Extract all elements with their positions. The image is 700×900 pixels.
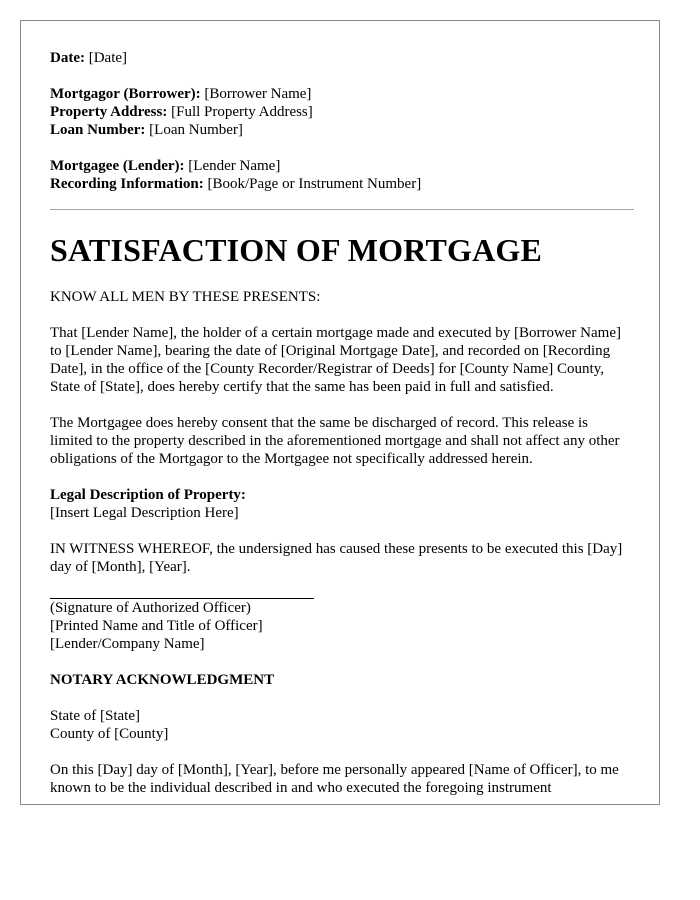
notary-county: County of [County] (50, 726, 169, 742)
header-divider (50, 209, 634, 210)
printed-name-caption: [Printed Name and Title of Officer] (50, 618, 263, 634)
intro-text: KNOW ALL MEN BY THESE PRESENTS: (50, 289, 321, 305)
mortgagee-label: Mortgagee (Lender): (50, 158, 185, 174)
recording-info-value: [Book/Page or Instrument Number] (207, 176, 422, 192)
property-address-value: [Full Property Address] (171, 104, 313, 120)
borrower-block (50, 85, 634, 139)
date-block (50, 49, 634, 67)
document-title: SATISFACTION OF MORTGAGE (50, 232, 543, 268)
property-address-line (50, 103, 634, 121)
legal-description-value: [Insert Legal Description Here] (50, 505, 239, 521)
satisfaction-paragraph: That [Lender Name], the holder of a certain mortgage made and executed by [Borrower Name] to [Lender Name], bearing the date of [Original Mortgage Date], and recorded on [Recording Date], in the office of the [County Recorder/Registrar of Deeds] for [County Name] County, State of [State], does hereby certify that the same has been paid in full and satisfied. (50, 325, 621, 395)
notary-state: State of [State] (50, 708, 140, 724)
lender-block (50, 157, 634, 193)
recording-info-label: Recording Information: (50, 176, 204, 192)
signature-block (50, 599, 634, 653)
company-name-caption: [Lender/Company Name] (50, 636, 205, 652)
loan-number-value: [Loan Number] (149, 122, 243, 138)
loan-number-line (50, 121, 634, 139)
date-value: [Date] (88, 50, 128, 66)
date-line (50, 49, 634, 67)
property-address-label: Property Address: (50, 104, 168, 120)
recording-info-line (50, 175, 634, 193)
document-content (50, 49, 634, 805)
legal-description-block (50, 486, 634, 522)
notary-paragraph: On this [Day] day of [Month], [Year], before me personally appeared [Name of Officer], to me known to be the individual described in and who executed the foregoing instrument (50, 762, 619, 796)
loan-number-label: Loan Number: (50, 122, 146, 138)
mortgagor-line (50, 85, 634, 103)
notary-heading: NOTARY ACKNOWLEDGMENT (50, 672, 275, 688)
notary-venue-block (50, 707, 634, 743)
mortgagee-value: [Lender Name] (188, 158, 281, 174)
legal-description-heading: Legal Description of Property: (50, 487, 246, 503)
mortgagor-value: [Borrower Name] (204, 86, 312, 102)
witness-paragraph: IN WITNESS WHEREOF, the undersigned has caused these presents to be executed this [Day] day of [Month], [Year]. (50, 541, 623, 575)
discharge-paragraph: The Mortgagee does hereby consent that the same be discharged of record. This release is limited to the property described in the aforementioned mortgage and shall not affect any other obligations of the Mortgagor to the Mortgagee not specifically addressed herein. (50, 415, 620, 467)
document-page (20, 20, 660, 805)
mortgagee-line (50, 157, 634, 175)
signature-caption: (Signature of Authorized Officer) (50, 600, 251, 616)
date-label: Date: (50, 50, 85, 66)
mortgagor-label: Mortgagor (Borrower): (50, 86, 201, 102)
